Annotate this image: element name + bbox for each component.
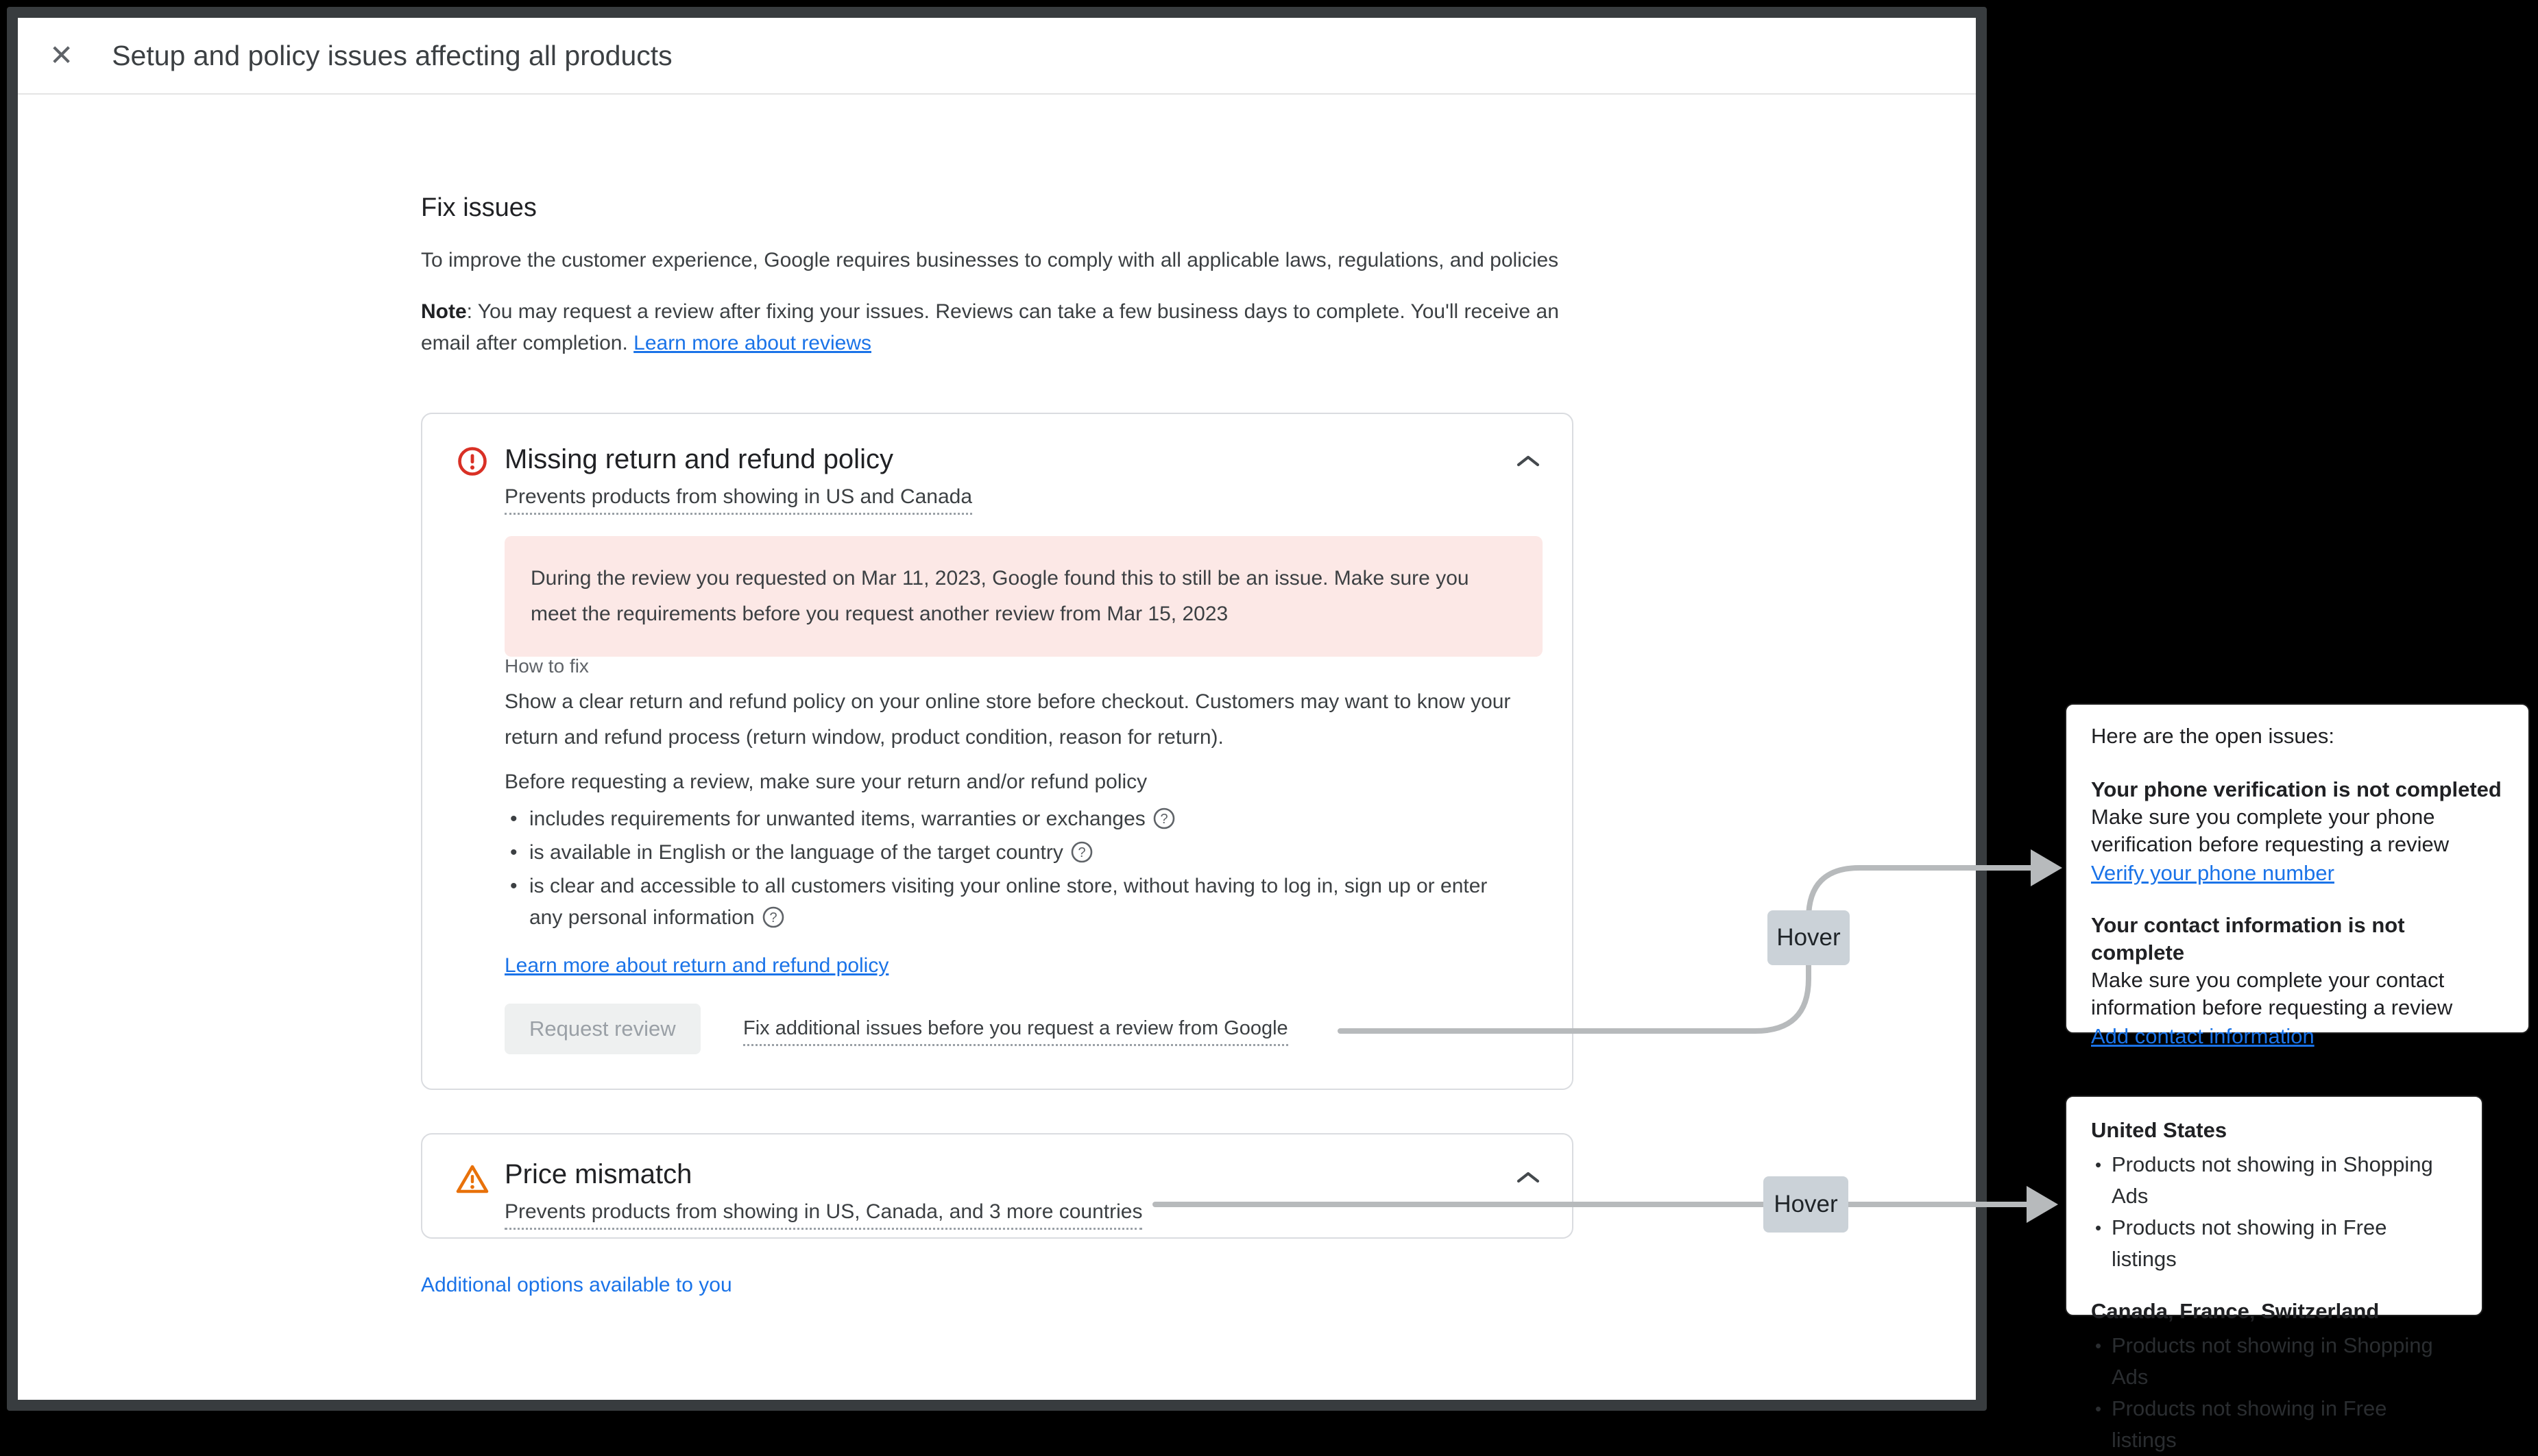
dialog-titlebar <box>18 18 1976 95</box>
svg-text:?: ? <box>1160 812 1168 827</box>
note-text: : You may request a review after fixing your issues. Reviews can take a few business days to complete. You'll receive an email after completion. <box>421 300 1559 354</box>
issue-subtitle[interactable]: Prevents products from showing in US, Canada, and 3 more countries <box>505 1200 1142 1230</box>
tooltip-intro: Here are the open issues: <box>2091 724 2334 748</box>
tooltip-section-ca-fr-ch <box>2091 1296 2457 1456</box>
tooltip-bullet: • Products not showing in Shopping Ads <box>2091 1149 2457 1212</box>
help-icon[interactable] <box>1070 840 1093 864</box>
chevron-up-icon[interactable] <box>1516 454 1540 472</box>
issue-title: Price mismatch <box>505 1159 692 1189</box>
fix-issues-heading: Fix issues <box>421 193 537 222</box>
additional-options-link[interactable]: Additional options available to you <box>421 1274 732 1296</box>
request-review-button[interactable]: Request review <box>505 1004 701 1054</box>
note-label: Note <box>421 300 467 323</box>
how-to-fix-text: Show a clear return and refund policy on your online store before checkout. Customers may want to know your return and refund process (return window, product condition, reason for return). <box>505 690 1511 749</box>
tooltip-bullet: • Products not showing in Free listings <box>2091 1212 2457 1275</box>
checklist-item <box>505 837 1526 869</box>
svg-text:?: ? <box>1078 845 1086 860</box>
error-icon <box>457 446 488 481</box>
tooltip-section-body: Make sure you complete your phone verification before requesting a review <box>2091 805 2450 856</box>
help-icon[interactable] <box>1152 807 1176 830</box>
warning-icon <box>455 1163 490 1198</box>
intro-paragraph: To improve the customer experience, Google requires businesses to comply with all applicable laws, regulations, and policies <box>421 249 1559 271</box>
setup-policy-dialog <box>7 7 1987 1411</box>
checklist-item <box>505 803 1526 835</box>
checklist-item-text: is clear and accessible to all customers visiting your online store, without having to log in, sign up or enter any personal information <box>529 875 1488 929</box>
verify-phone-link[interactable]: Verify your phone number <box>2091 861 2334 885</box>
tooltip-section-body: Make sure you complete your contact information before requesting a review <box>2091 968 2453 1019</box>
hover-annotation-1: Hover <box>1767 910 1850 965</box>
add-contact-info-link[interactable]: Add contact information <box>2091 1024 2315 1048</box>
tooltip-bullet-list <box>2091 1149 2457 1275</box>
tooltip-bullet: • Products not showing in Free listings <box>2091 1393 2457 1456</box>
checklist-item-text: is available in English or the language of the target country <box>529 841 1063 864</box>
review-failed-alert: During the review you requested on Mar 11, 2023, Google found this to still be an issue. Make sure you meet the requirements before you request another review from Mar 15, 2023 <box>505 536 1543 657</box>
tooltip-section-phone <box>2091 776 2504 887</box>
issue-title: Missing return and refund policy <box>505 444 893 474</box>
learn-more-reviews-link[interactable]: Learn more about reviews <box>633 332 871 354</box>
close-icon[interactable]: ✕ <box>49 39 74 71</box>
issue-card-missing-return-policy <box>421 413 1573 1090</box>
tooltip-section-heading: United States <box>2091 1118 2227 1142</box>
checklist-intro: Before requesting a review, make sure your return and/or refund policy <box>505 771 1148 793</box>
issue-card-price-mismatch <box>421 1133 1573 1239</box>
note-paragraph <box>421 296 1595 359</box>
help-icon[interactable] <box>762 906 785 929</box>
connector-arrow-2 <box>2027 1186 2058 1223</box>
tooltip-section-heading: Your contact information is not complete <box>2091 913 2405 964</box>
countries-tooltip <box>2065 1095 2483 1452</box>
hover-annotation-2: Hover <box>1763 1176 1848 1233</box>
dialog-title: Setup and policy issues affecting all products <box>112 39 673 71</box>
request-review-hint[interactable]: Fix additional issues before you request a review from Google <box>743 1017 1288 1046</box>
tooltip-section-heading: Canada, France, Switzerland <box>2091 1299 2380 1323</box>
checklist <box>505 803 1526 936</box>
chevron-up-icon[interactable] <box>1516 1170 1540 1189</box>
tooltip-section-heading: Your phone verification is not completed <box>2091 777 2502 801</box>
connector-arrow-1 <box>2031 849 2062 886</box>
issue-subtitle[interactable]: Prevents products from showing in US and Canada <box>505 485 972 515</box>
svg-text:?: ? <box>769 910 777 925</box>
how-to-fix-label: How to fix <box>505 655 589 677</box>
tooltip-section-us <box>2091 1115 2457 1275</box>
open-issues-tooltip <box>2065 703 2530 1048</box>
dialog-content <box>421 93 1595 1396</box>
tooltip-section-contact <box>2091 912 2504 1050</box>
checklist-item <box>505 871 1526 934</box>
tooltip-bullet-list <box>2091 1330 2457 1456</box>
tooltip-bullet: • Products not showing in Shopping Ads <box>2091 1330 2457 1393</box>
learn-more-return-policy-link[interactable]: Learn more about return and refund policy <box>505 954 889 977</box>
checklist-item-text: includes requirements for unwanted items, warranties or exchanges <box>529 808 1146 830</box>
